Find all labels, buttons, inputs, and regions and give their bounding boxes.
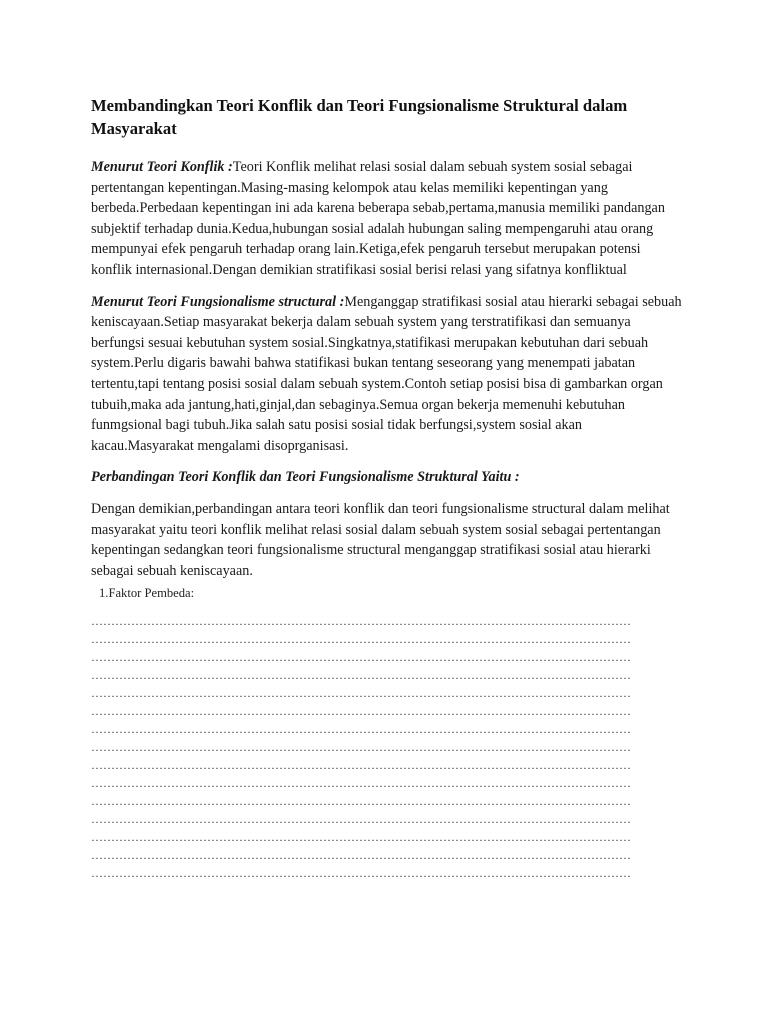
answer-line[interactable]: ………………………………………………………………………………………………………………………: [91, 614, 631, 629]
answer-line[interactable]: ………………………………………………………………………………………………………………………: [91, 848, 631, 863]
answer-line[interactable]: ………………………………………………………………………………………………………………………: [91, 830, 631, 845]
section-lead-teori-konflik: Menurut Teori Konflik :: [91, 159, 233, 175]
answer-line[interactable]: ………………………………………………………………………………………………………………………: [91, 722, 631, 737]
answer-line[interactable]: ………………………………………………………………………………………………………………………: [91, 632, 631, 647]
section-teori-konflik: [91, 157, 683, 281]
answer-line[interactable]: ………………………………………………………………………………………………………………………: [91, 794, 631, 809]
section-body-teori-fungsionalisme: Menganggap stratifikasi sosial atau hierarki sebagai sebuah keniscayaan.Setiap masyarakat bekerja dalam sebuah system yang terstratifikasi dan semuanya berfungsi sesuai kebutuhan system sosial.Singkatnya,statifikasi merupakan kebutuhan dari sebuah system.Perlu digaris bawahi bahwa statifikasi bukan tentang seseorang yang menempati jabatan tertentu,tapi tentang posisi sosial dalam sebuah system.Contoh setiap posisi bisa di gambarkan organ tubuih,maka ada jantung,hati,ginjal,dan sebaginya.Semua organ bekerja memenuhi kebutuhan funmgsional bagi tubuh.Jika salah satu posisi sosial tidak berfungsi,system sosial akan kacau.Masyarakat mengalami disoprganisasi.: [91, 293, 682, 454]
document-title: Membandingkan Teori Konflik dan Teori Fungsionalisme Struktural dalam Masyarakat: [91, 96, 628, 138]
answer-line[interactable]: ………………………………………………………………………………………………………………………: [91, 686, 631, 701]
section-lead-teori-fungsionalisme: Menurut Teori Fungsionalisme structural :: [91, 293, 345, 310]
comparison-body: Dengan demikian,perbandingan antara teori konflik dan teori fungsionalisme structural dalam melihat masyarakat yaitu teori konflik melihat relasi sosial dalam sebuah system sosial sebagai pertentangan kepentingan sedangkan teori fungsionalisme structural menganggap stratifikasi sosial atau hierarki sebagai sebuah keniscayaan.: [91, 500, 670, 579]
section-body-teori-konflik: Teori Konflik melihat relasi sosial dalam sebuah system sosial sebagai pertentangan kepentingan.Masing-masing kelompok atau kelas memiliki kepentingan yang berbeda.Perbedaan kepentingan ini ada karena beberapa sebab,pertama,manusia memiliki pandangan subjektif terhadap dunia.Kedua,hubungan sosial adalah hubungan saling mempengaruhi atau orang mempunyai efek pengaruh terhadap orang lain.Ketiga,efek pengaruh tersebut merupakan potensi konflik internasional.Dengan demikian stratifikasi sosial berisi relasi yang sifatnya konfliktual: [91, 159, 665, 278]
answer-line[interactable]: ………………………………………………………………………………………………………………………: [91, 740, 631, 755]
factor-label: 1.Faktor Pembeda:: [99, 586, 195, 601]
section-teori-fungsionalisme: [91, 292, 683, 457]
document-page: [91, 94, 683, 882]
answer-line[interactable]: ………………………………………………………………………………………………………………………: [91, 776, 631, 791]
answer-lines: [91, 612, 683, 882]
answer-line[interactable]: ………………………………………………………………………………………………………………………: [91, 668, 631, 683]
answer-line[interactable]: ………………………………………………………………………………………………………………………: [91, 866, 631, 881]
answer-line[interactable]: ………………………………………………………………………………………………………………………: [91, 704, 631, 719]
comparison-heading: Perbandingan Teori Konflik dan Teori Fungsionalisme Struktural Yaitu :: [91, 469, 520, 486]
answer-line[interactable]: ………………………………………………………………………………………………………………………: [91, 758, 631, 773]
answer-line[interactable]: ………………………………………………………………………………………………………………………: [91, 650, 631, 665]
answer-line[interactable]: ………………………………………………………………………………………………………………………: [91, 812, 631, 827]
